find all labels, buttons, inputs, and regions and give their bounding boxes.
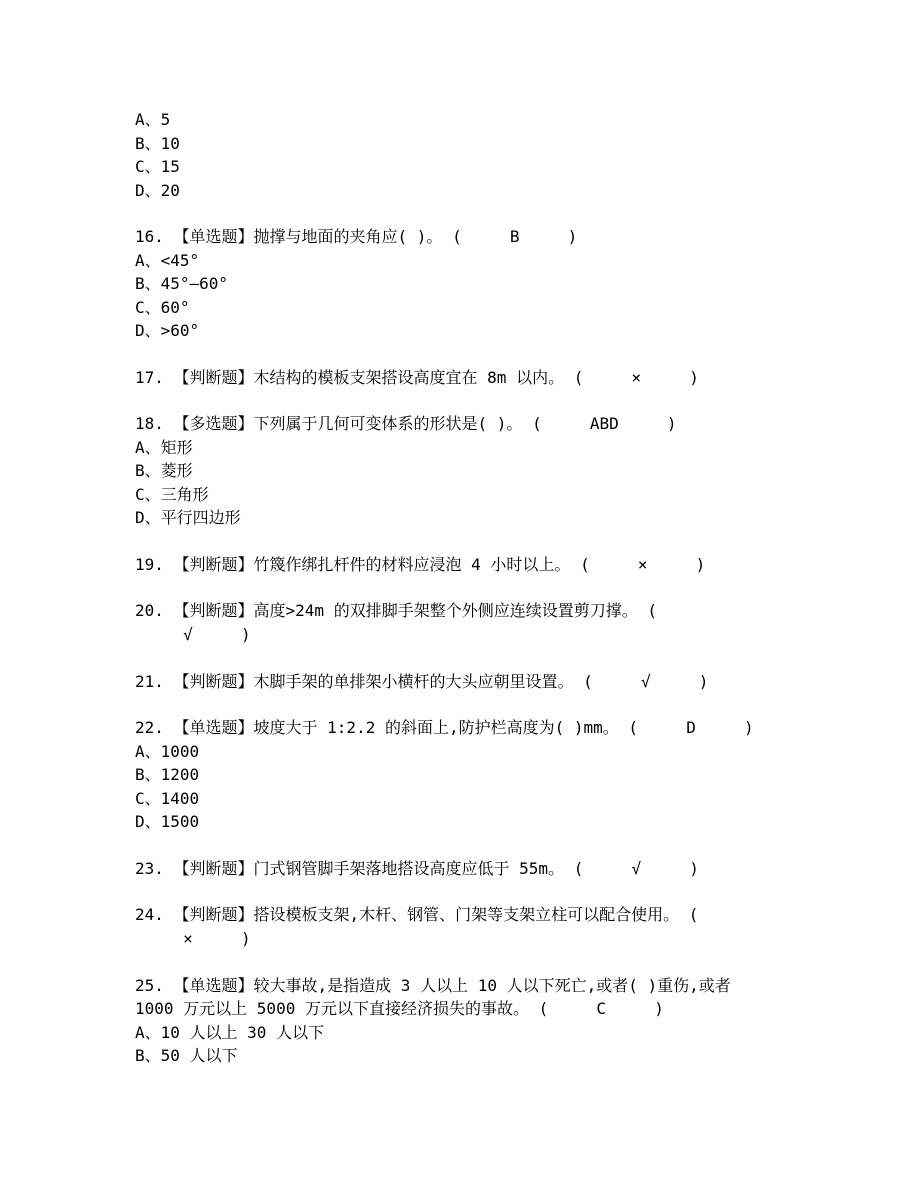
- q22-question: 22. 【单选题】坡度大于 1:2.2 的斜面上,防护栏高度为( )mm。 ( D ): [135, 718, 754, 737]
- q15-option-b: B、10: [135, 134, 180, 153]
- q16-option-b: B、45°—60°: [135, 274, 229, 293]
- q20-answer: √ ): [135, 625, 251, 644]
- q19-question: 19. 【判断题】竹篾作绑扎杆件的材料应浸泡 4 小时以上。 ( × ): [135, 555, 706, 574]
- q25-question-line2: 1000 万元以上 5000 万元以下直接经济损失的事故。 ( C ): [135, 999, 664, 1018]
- q25-option-a: A、10 人以上 30 人以下: [135, 1023, 325, 1042]
- q16-option-d: D、>60°: [135, 321, 200, 340]
- q18-question: 18. 【多选题】下列属于几何可变体系的形状是( )。 ( ABD ): [135, 414, 677, 433]
- q18-option-c: C、三角形: [135, 485, 209, 504]
- q16-question: 16. 【单选题】抛撑与地面的夹角应( )。 ( B ): [135, 227, 578, 246]
- q18-option-d: D、平行四边形: [135, 508, 241, 527]
- q24-answer: × ): [135, 929, 251, 948]
- q18-option-a: A、矩形: [135, 438, 193, 457]
- q22-option-b: B、1200: [135, 765, 200, 784]
- q15-option-a: A、5: [135, 110, 171, 129]
- q17-question: 17. 【判断题】木结构的模板支架搭设高度宜在 8m 以内。 ( × ): [135, 368, 699, 387]
- q16-option-a: A、<45°: [135, 251, 200, 270]
- q21-question: 21. 【判断题】木脚手架的单排架小横杆的大头应朝里设置。 ( √ ): [135, 672, 709, 691]
- q16-option-c: C、60°: [135, 298, 190, 317]
- q18-option-b: B、菱形: [135, 461, 193, 480]
- q22-option-a: A、1000: [135, 742, 200, 761]
- q24-question: 24. 【判断题】搭设模板支架,木杆、钢管、门架等支架立柱可以配合使用。 (: [135, 905, 699, 924]
- q20-question: 20. 【判断题】高度>24m 的双排脚手架整个外侧应连续设置剪刀撑。 (: [135, 601, 657, 620]
- q25-option-b: B、50 人以下: [135, 1046, 238, 1065]
- q15-option-d: D、20: [135, 181, 180, 200]
- q22-option-c: C、1400: [135, 789, 200, 808]
- q25-question-line1: 25. 【单选题】较大事故,是指造成 3 人以上 10 人以下死亡,或者( )重伤,或者: [135, 976, 731, 995]
- q22-option-d: D、1500: [135, 812, 200, 831]
- q23-question: 23. 【判断题】门式钢管脚手架落地搭设高度应低于 55m。 ( √ ): [135, 859, 699, 878]
- q15-option-c: C、15: [135, 157, 180, 176]
